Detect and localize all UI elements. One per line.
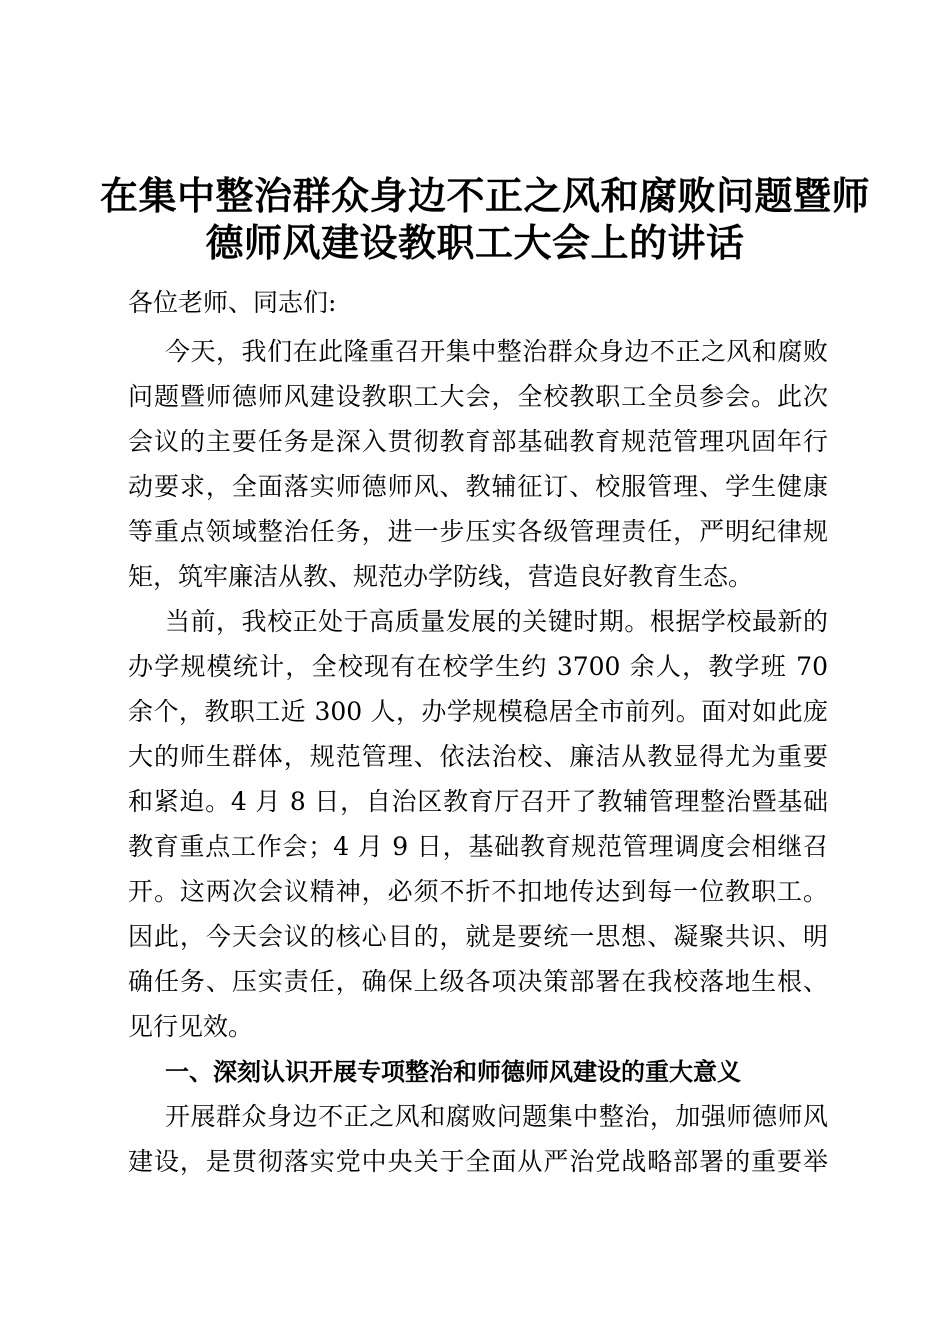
- document-title-line-2: 德师风建设教职工大会上的讲话: [205, 221, 745, 265]
- paragraph-line: 建设，是贯彻落实党中央关于全面从严治党战略部署的重要举: [128, 1147, 828, 1176]
- paragraph-line: 等重点领域整治任务，进一步压实各级管理责任，严明纪律规: [128, 517, 828, 546]
- paragraph-line: 开。这两次会议精神，必须不折不扣地传达到每一位教职工。: [128, 877, 828, 906]
- paragraph-line: 问题暨师德师风建设教职工大会，全校教职工全员参会。此次: [128, 382, 828, 411]
- paragraph-line: 当前，我校正处于高质量发展的关键时期。根据学校最新的: [165, 607, 828, 636]
- paragraph-line: 动要求，全面落实师德师风、教辅征订、校服管理、学生健康: [128, 472, 828, 501]
- paragraph-line: 会议的主要任务是深入贯彻教育部基础教育规范管理巩固年行: [128, 427, 828, 456]
- paragraph-line: 余个，教职工近 300 人，办学规模稳居全市前列。面对如此庞: [128, 697, 828, 726]
- paragraph-line: 办学规模统计，全校现有在校学生约 3700 余人，教学班 70: [128, 652, 828, 681]
- paragraph-line: 矩，筑牢廉洁从教、规范办学防线，营造良好教育生态。: [128, 562, 754, 591]
- section-heading: 一、深刻认识开展专项整治和师德师风建设的重大意义: [165, 1058, 741, 1086]
- paragraph-line: 确任务、压实责任，确保上级各项决策部署在我校落地生根、: [128, 967, 828, 996]
- paragraph-line: 见行见效。: [128, 1012, 254, 1041]
- document-title-line-1: 在集中整治群众身边不正之风和腐败问题暨师: [100, 174, 871, 218]
- paragraph-line: 大的师生群体，规范管理、依法治校、廉洁从教显得尤为重要: [128, 742, 828, 771]
- paragraph-line: 教育重点工作会；4 月 9 日，基础教育规范管理调度会相继召: [128, 832, 828, 861]
- paragraph-line: 今天，我们在此隆重召开集中整治群众身边不正之风和腐败: [165, 337, 828, 366]
- paragraph-line: 和紧迫。4 月 8 日，自治区教育厅召开了教辅管理整治暨基础: [128, 787, 828, 816]
- salutation: 各位老师、同志们:: [128, 288, 337, 317]
- paragraph-line: 开展群众身边不正之风和腐败问题集中整治，加强师德师风: [165, 1102, 828, 1131]
- paragraph-line: 因此，今天会议的核心目的，就是要统一思想、凝聚共识、明: [128, 922, 828, 951]
